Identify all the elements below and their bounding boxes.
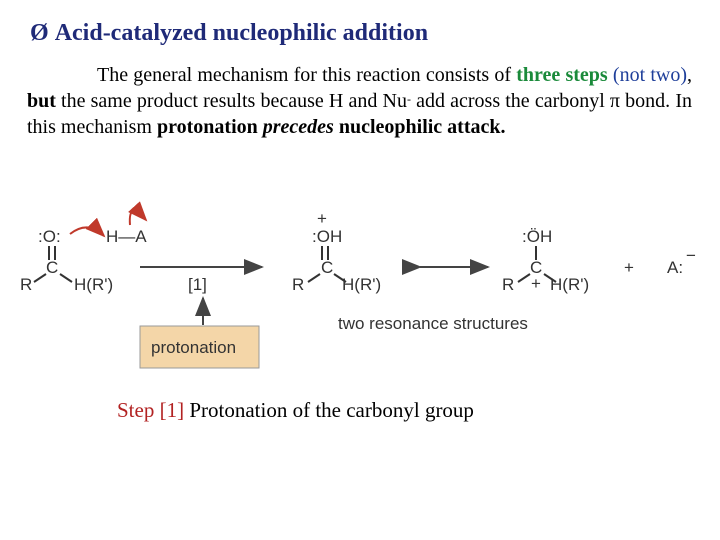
anion-a: A: <box>667 258 684 277</box>
acid-ha: H—A <box>106 227 147 246</box>
anion-charge: − <box>686 246 696 265</box>
right-r-group: R <box>502 275 515 294</box>
but-bold: but <box>27 90 56 112</box>
arrow-bullet-icon: Ø <box>30 20 49 46</box>
carbocation-charge: + <box>531 274 541 293</box>
precedes-bold-italic: precedes <box>262 116 334 138</box>
nucleophilic-attack-bold: nucleophilic attack. <box>338 116 506 138</box>
right-carbon: C <box>530 258 543 277</box>
right-h-group: H(R') <box>550 275 590 294</box>
carbonyl-carbon: C <box>46 258 59 277</box>
r-group: R <box>20 275 33 294</box>
plus-sign: + <box>624 258 634 277</box>
heading-text: Acid-catalyzed nucleophilic addition <box>54 20 429 46</box>
para-text-3: add across the carbonyl π bond. In this mechanism <box>27 90 692 138</box>
nu-charge: - <box>406 92 411 106</box>
h-group: H(R') <box>74 275 114 294</box>
para-comma: , <box>687 64 692 86</box>
not-two-highlight: (not two) <box>607 64 687 86</box>
step-label: Step [1] <box>117 398 185 422</box>
middle-r-group: R <box>292 275 305 294</box>
carbonyl-oxygen: :O: <box>38 227 61 246</box>
resonance-label: two resonance structures <box>338 314 528 333</box>
middle-carbon: C <box>321 258 334 277</box>
steps-highlight: steps <box>565 64 608 86</box>
three-highlight: three <box>516 64 561 86</box>
step-number-label: [1] <box>188 275 207 294</box>
oxonium-charge: + <box>317 209 327 228</box>
step-text: Protonation of the carbonyl group <box>184 398 474 422</box>
para-text-2: the same product results because H and Nu <box>55 90 407 112</box>
mechanism-diagram <box>0 190 720 380</box>
curved-arrow-2 <box>130 211 146 225</box>
para-text-1: The general mechanism for this reaction consists of <box>97 64 517 86</box>
slide-heading <box>30 20 428 47</box>
protonation-bold: protonation <box>156 116 258 138</box>
mechanism-paragraph <box>27 62 692 140</box>
protonated-oh: :OH <box>312 227 343 246</box>
middle-h-group: H(R') <box>342 275 382 294</box>
curved-arrow-1 <box>70 227 104 236</box>
right-oh: :ÖH <box>522 227 553 246</box>
protonation-box-label: protonation <box>151 338 237 357</box>
step-caption <box>117 398 474 423</box>
